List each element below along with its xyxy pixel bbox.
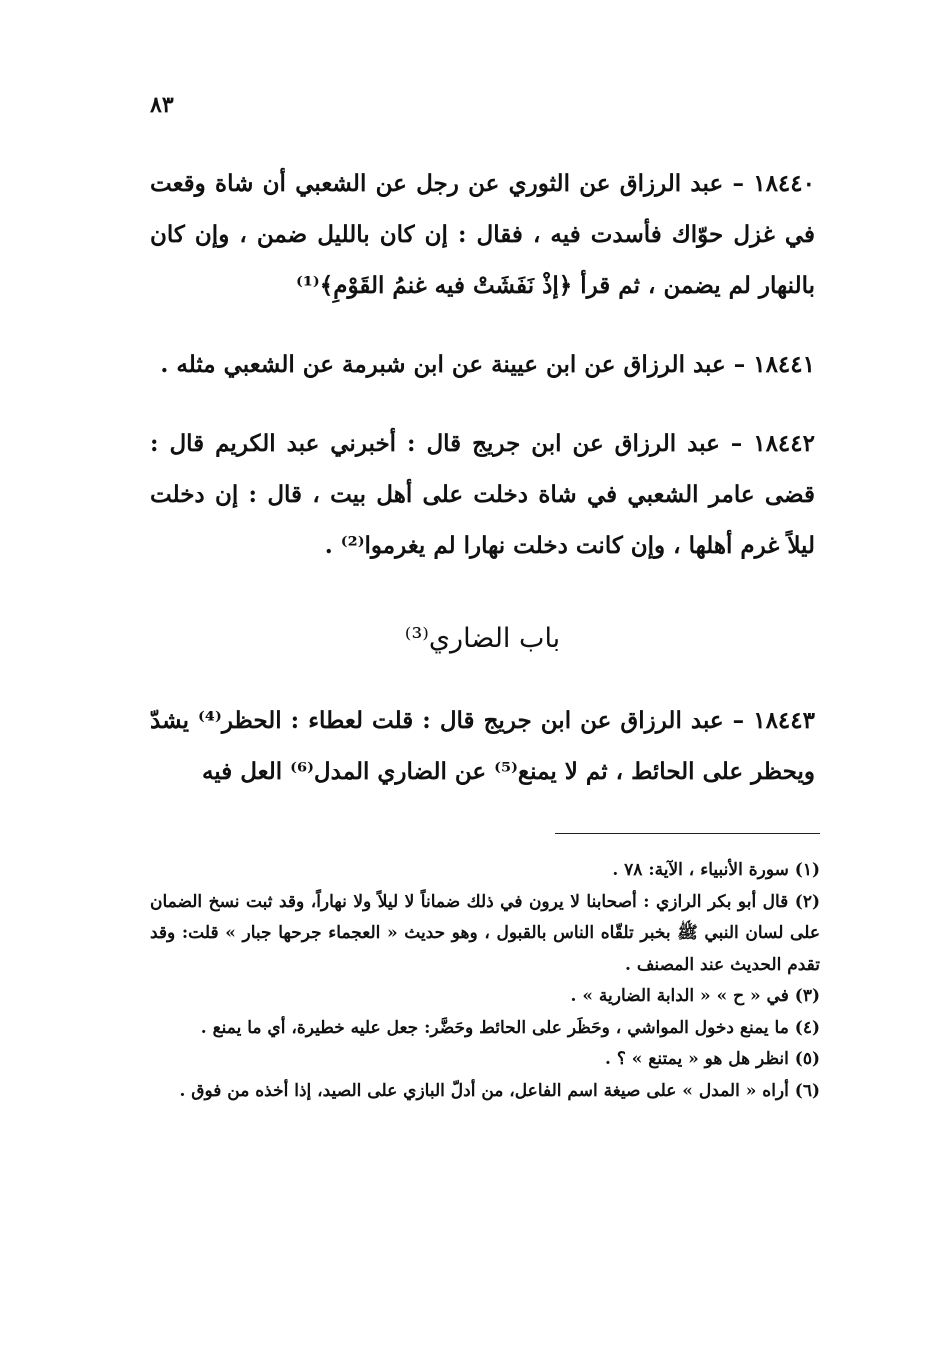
- footnote-1: (١) سورة الأنبياء ، الآية: ٧٨ .: [612, 860, 820, 880]
- footnote-6: (٦) أراه « المدل » على صيغة اسم الفاعل، من أدلّ البازي على الصيد، إذا أخذه من فوق .: [179, 1080, 820, 1101]
- page-number: ٨٣: [150, 92, 174, 118]
- hadith-paragraph-18443: ١٨٤٤٣ – عبد الرزاق عن ابن جريج قال : قلت لعطاء : الحظر⁽⁴⁾ يشدّ ويحظر على الحائط ، ثم لا يمنع⁽⁵⁾ عن الضاري المدل⁽⁶⁾ العل فيه: [150, 707, 815, 785]
- footnote-3: (٣) في « ح » « الدابة الضارية » .: [570, 986, 820, 1006]
- footnote-2: (٢) قال أبو بكر الرازي : أصحابنا لا يرون في ذلك ضماناً لا ليلاً ولا نهاراً، وقد ثبت نسخ الضمان على لسان النبي ﷺ بخبر تلقّاه الناس بالقبول ، وهو حديث « العجماء جرحها جبار » قلت: وقد تقدم الحديث عند المصنف .: [150, 891, 820, 975]
- footnote-5: (٥) انظر هل هو « يمتنع » ؟ .: [604, 1049, 820, 1069]
- hadith-paragraph-18442: ١٨٤٤٢ – عبد الرزاق عن ابن جريج قال : أخبرني عبد الكريم قال : قضى عامر الشعبي في شاة دخلت على أهل بيت ، قال : إن دخلت ليلاً غرم أهلها ، وإن كانت دخلت نهارا لم يغرموا⁽²⁾ .: [150, 430, 815, 559]
- main-text: [150, 158, 815, 797]
- chapter-heading: باب الضاري⁽³⁾: [404, 623, 561, 654]
- footnotes: [150, 855, 820, 1107]
- hadith-paragraph-18440: ١٨٤٤٠ – عبد الرزاق عن الثوري عن رجل عن الشعبي أن شاة وقعت في غزل حوّاك فأسدت فيه ، فقال : إن كان بالليل ضمن ، وإن كان بالنهار لم يضمن ، ثم قرأ ﴿إذْ نَفَشَتْ فيه غنمُ القَوْمِ﴾⁽¹⁾: [150, 170, 815, 299]
- footnote-divider: [555, 833, 820, 834]
- footnote-4: (٤) ما يمنع دخول المواشي ، وحَظَر على الحائط وحَضَّر: جعل عليه خطيرة، أي ما يمنع .: [200, 1017, 820, 1038]
- hadith-paragraph-18441: ١٨٤٤١ – عبد الرزاق عن ابن عيينة عن ابن شبرمة عن الشعبي مثله .: [160, 351, 815, 378]
